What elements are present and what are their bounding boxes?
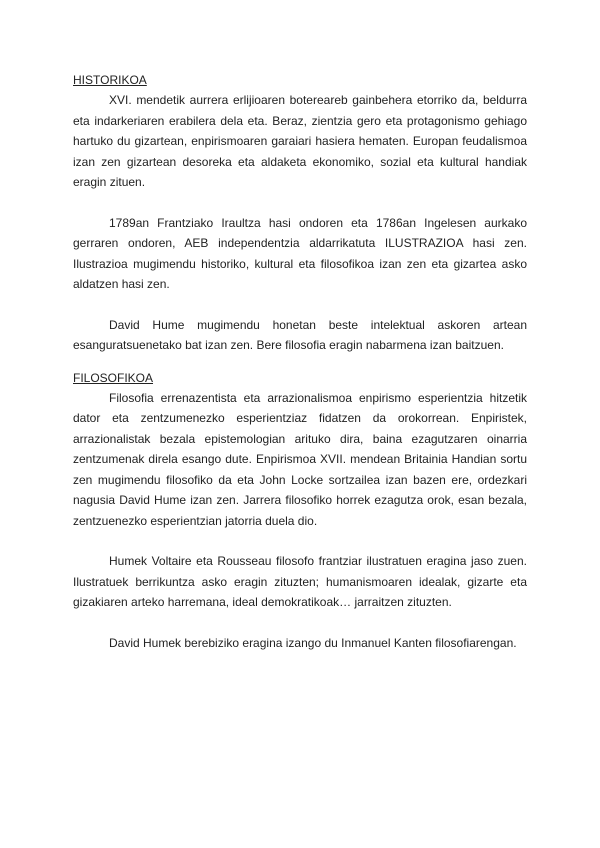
paragraph: Humek Voltaire eta Rousseau filosofo frantziar ilustratuen eragina jaso zuen. Ilustratuek berrikuntza asko eragin zituzten; humanismoaren idealak, gizarte eta gizakiaren arteko harremana, ideal demokratikoak… jarraitzen zituzten.: [73, 554, 527, 610]
paragraph-spacer: [73, 192, 527, 212]
paragraph-spacer: [73, 294, 527, 314]
document-body: [73, 70, 527, 653]
paragraph-spacer: [73, 613, 527, 633]
paragraph: David Hume mugimendu honetan beste intelektual askoren artean esanguratsuenetako bat izan zen. Bere filosofia eragin nabarmena izan baitzuen.: [73, 317, 527, 353]
paragraph: 1789an Frantziako Iraultza hasi ondoren eta 1786an Ingelesen aurkako gerraren ondoren, AEB independentzia aldarrikatuta ILUSTRAZIOA hasi zen. Ilustrazioa mugimendu historiko, kultural eta filosofikoa izan zen eta gizartea asko aldatzen hasi zen.: [73, 215, 527, 292]
section-spacer: [73, 356, 527, 368]
paragraph-spacer: [73, 531, 527, 551]
paragraph: XVI. mendetik aurrera erlijioaren botereareb gainbehera etorriko da, beldurra eta indarkeriaren erabilera dela eta. Beraz, zientzia gero eta protagonismo gehiago hartuko du gizartean, enpirismoaren garaiari hasiera hematen. Europan feudalismoa izan zen gizartean desoreka eta aldaketa ekonomiko, sozial eta kultural handiak eragin zituen.: [73, 93, 527, 190]
paragraph: Filosofia errenazentista eta arrazionalismoa enpirismo esperientzia hitzetik dator eta zentzumenezko esperientziaz fidatzen da orokorrean. Enpiristek, arrazionalistak bezala epistemologian arituko dira, baina ezagutzaren oinarria zentzumenak direla esango dute. Enpirismoa XVII. mendean Britainia Handian sortu zen mugimendu filosofiko da eta John Locke sortzailea izan bazen ere, ordezkari nagusia David Hume izan zen. Jarrera filosofiko horrek ezagutza orok, esan bezala, zentzuenezko esperientzian jatorria duela dio.: [73, 391, 527, 528]
section-heading-filosofikoa: FILOSOFIKOA: [73, 370, 154, 385]
paragraph: David Humek berebiziko eragina izango du Inmanuel Kanten filosofiarengan.: [109, 635, 517, 650]
section-heading-historikoa: HISTORIKOA: [73, 73, 147, 87]
